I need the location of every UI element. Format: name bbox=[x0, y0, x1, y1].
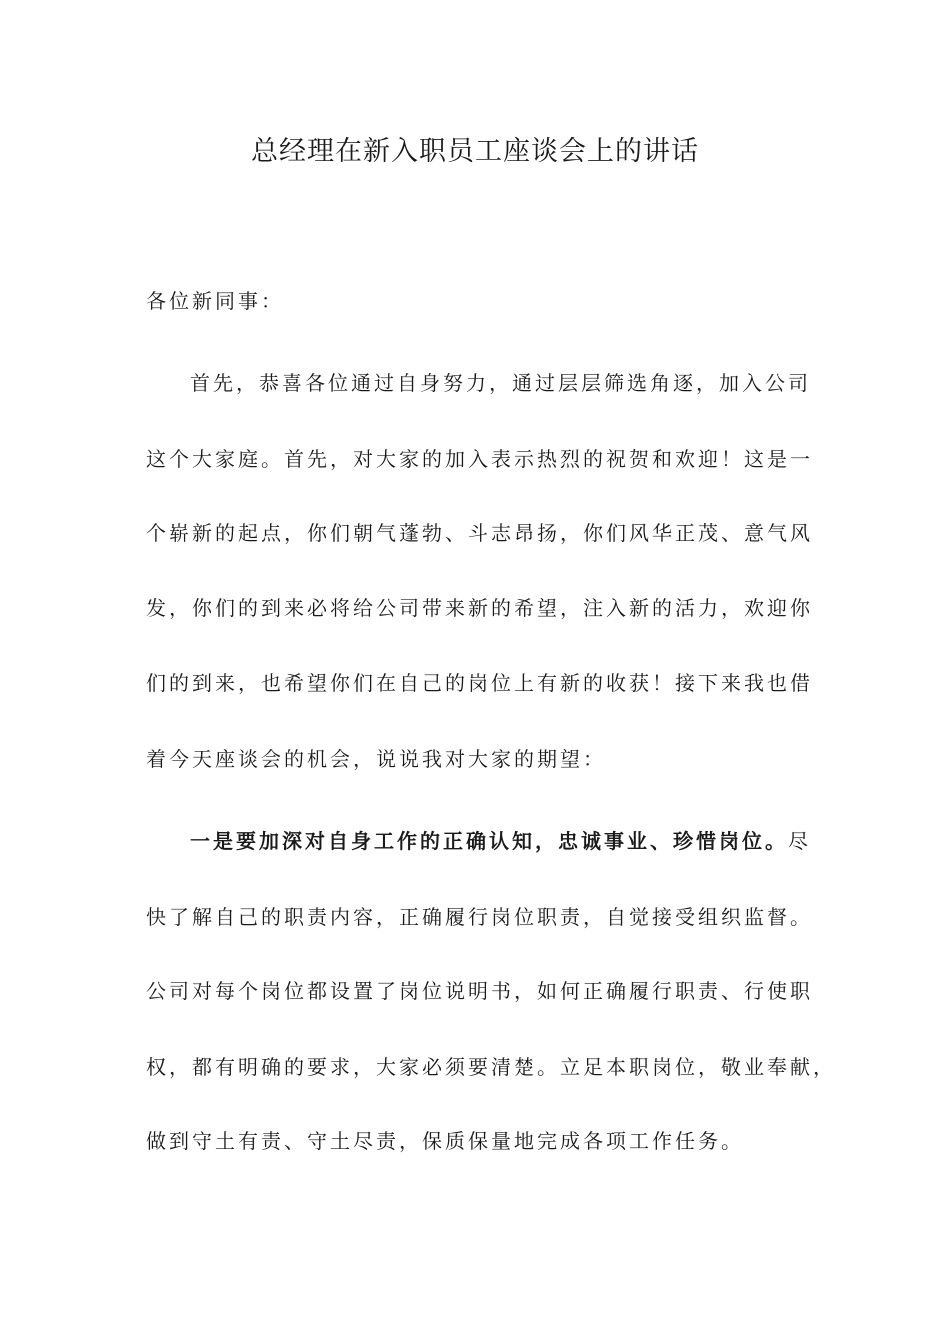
paragraph-line: 这个大家庭。首先，对大家的加入表示热烈的祝贺和欢迎！这是一 bbox=[146, 447, 813, 471]
paragraph-line: 发，你们的到来必将给公司带来新的希望，注入新的活力，欢迎你 bbox=[146, 596, 813, 620]
paragraph-line: 们的到来，也希望你们在自己的岗位上有新的收获！接下来我也借 bbox=[146, 671, 813, 695]
paragraph-line: 快了解自己的职责内容，正确履行岗位职责，自觉接受组织监督。 bbox=[146, 905, 813, 929]
paragraph-line: 权，都有明确的要求，大家必须要清楚。立足本职岗位，敬业奉献， bbox=[146, 1055, 836, 1079]
paragraph-line: 个崭新的起点，你们朝气蓬勃、斗志昂扬，你们风华正茂、意气风 bbox=[146, 521, 813, 545]
paragraph-heading: 一是要加深对自身工作的正确认知，忠诚事业、珍惜岗位。 bbox=[190, 829, 788, 853]
document-title: 总经理在新入职员工座谈会上的讲话 bbox=[251, 136, 699, 167]
paragraph-first-line bbox=[190, 826, 811, 856]
salutation: 各位新同事： bbox=[146, 289, 284, 313]
paragraph-line: 首先，恭喜各位通过自身努力，通过层层筛选角逐，加入公司 bbox=[190, 371, 811, 395]
paragraph-line: 做到守土有责、守土尽责，保质保量地完成各项工作任务。 bbox=[146, 1129, 744, 1153]
paragraph-line: 着今天座谈会的机会，说说我对大家的期望： bbox=[146, 747, 606, 771]
paragraph-heading-tail: 尽 bbox=[788, 829, 811, 853]
paragraph-line: 公司对每个岗位都设置了岗位说明书，如何正确履行职责、行使职 bbox=[146, 979, 813, 1003]
